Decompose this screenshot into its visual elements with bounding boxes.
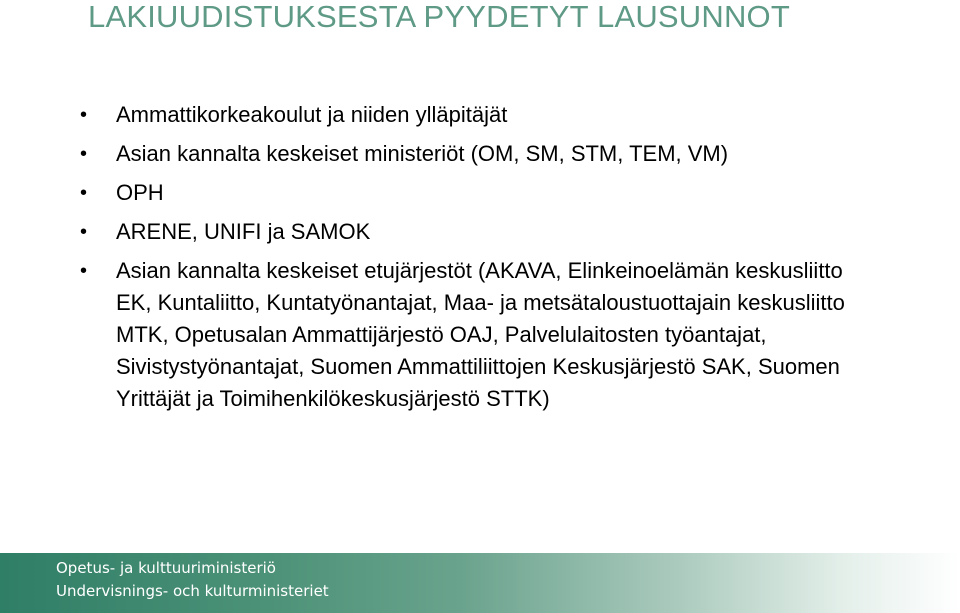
list-item-text: ARENE, UNIFI ja SAMOK [116, 219, 371, 244]
list-item [80, 216, 870, 248]
slide-title: LAKIUUDISTUKSESTA PYYDETYT LAUSUNNOT [88, 0, 790, 34]
list-item [80, 177, 870, 209]
list-item [80, 99, 870, 131]
bullet-icon: • [80, 182, 88, 204]
bullet-icon: • [80, 143, 88, 165]
list-item [80, 255, 870, 415]
bullet-icon: • [80, 260, 88, 282]
list-item-text: Ammattikorkeakoulut ja niiden ylläpitäjät [116, 102, 508, 127]
bullet-list [80, 99, 870, 422]
ministry-name-swedish: Undervisnings- och kulturministeriet [56, 582, 329, 600]
list-item-text: Asian kannalta keskeiset etujärjestöt (AKAVA, Elinkeinoelämän keskusliitto EK, Kuntaliitto, Kuntatyönantajat, Maa- ja metsätaloustuottajain keskusliitto MTK, Opetusalan Ammattijärjestö OAJ, Palvelulaitosten työantajat, Sivistystyönantajat, Suomen Ammattiliittojen Keskusjärjestö SAK, Suomen Yrittäjät ja Toimihenkilökeskusjärjestö STTK) [116, 258, 845, 411]
list-item [80, 138, 870, 170]
bullet-icon: • [80, 221, 88, 243]
ministry-name-finnish: Opetus- ja kulttuuriministeriö [56, 559, 276, 577]
list-item-text: Asian kannalta keskeiset ministeriöt (OM, SM, STM, TEM, VM) [116, 141, 729, 166]
bullet-icon: • [80, 104, 88, 126]
footer-bar [0, 553, 960, 613]
list-item-text: OPH [116, 180, 164, 205]
